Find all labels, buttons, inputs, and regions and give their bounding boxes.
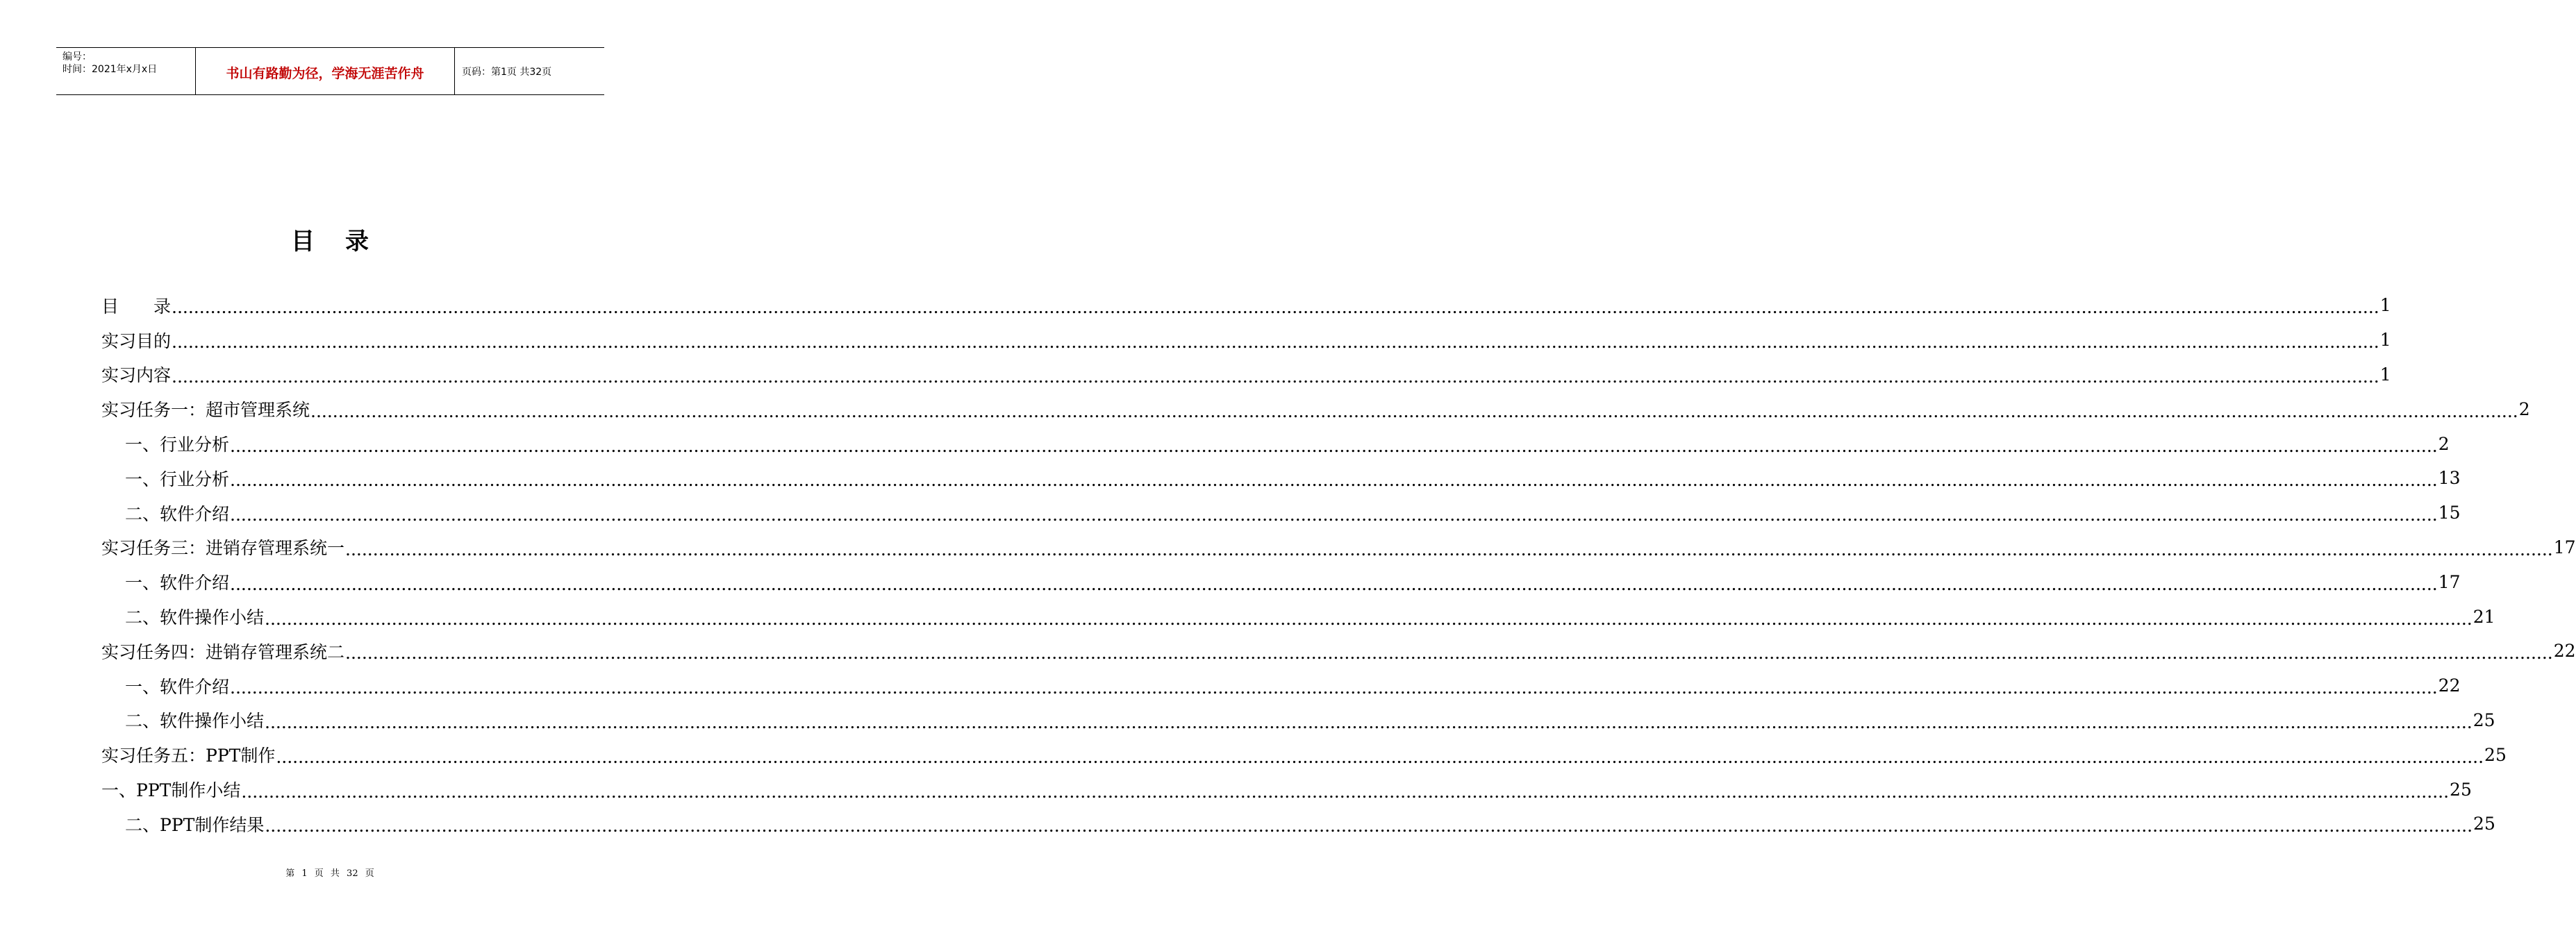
toc-entry-page: 2 xyxy=(2518,398,2530,419)
table-of-contents xyxy=(101,288,2576,841)
toc-leader-dots: ................................................................................................................................................................................................................................................................................................................................................................................................................ xyxy=(230,573,2438,594)
toc-leader-dots: ................................................................................................................................................................................................................................................................................................................................................................................................................ xyxy=(276,746,2484,767)
toc-entry-page: 15 xyxy=(2438,503,2461,523)
toc-entry-label: 二、PPT制作结果 xyxy=(125,814,265,835)
toc-entry-page: 25 xyxy=(2450,779,2472,800)
toc-entry-page: 1 xyxy=(2379,330,2391,351)
toc-entry[interactable] xyxy=(101,392,2530,426)
toc-entry[interactable] xyxy=(101,599,2495,634)
toc-entry-label: 一、行业分析 xyxy=(125,469,230,489)
toc-entry-label: 一、软件介绍 xyxy=(125,573,230,594)
toc-leader-dots: ................................................................................................................................................................................................................................................................................................................................................................................................................ xyxy=(230,435,2438,456)
toc-entry[interactable] xyxy=(101,703,2495,738)
toc-entry[interactable] xyxy=(101,669,2461,703)
toc-leader-dots: ................................................................................................................................................................................................................................................................................................................................................................................................................ xyxy=(345,539,2553,560)
toc-entry[interactable] xyxy=(101,426,2450,461)
toc-entry-page: 17 xyxy=(2553,537,2576,557)
toc-entry[interactable] xyxy=(101,358,2391,392)
toc-entry[interactable] xyxy=(101,461,2461,496)
toc-leader-dots: ................................................................................................................................................................................................................................................................................................................................................................................................................ xyxy=(172,297,2379,318)
toc-leader-dots: ................................................................................................................................................................................................................................................................................................................................................................................................................ xyxy=(230,678,2438,698)
toc-entry-label: 实习任务五：PPT制作 xyxy=(101,746,276,766)
toc-entry[interactable] xyxy=(101,564,2461,599)
header-meta-cell xyxy=(56,48,195,94)
motto: 书山有路勤为径，学海无涯苦作舟 xyxy=(226,66,424,81)
toc-entry[interactable] xyxy=(101,737,2507,772)
toc-entry-label: 二、软件操作小结 xyxy=(125,607,265,628)
toc-entry-label: 目 录 xyxy=(101,296,172,317)
toc-entry-label: 实习任务三：进销存管理系统一 xyxy=(101,538,345,559)
toc-entry-label: 实习任务一：超市管理系统 xyxy=(101,400,310,421)
page-title: 目录 xyxy=(291,228,399,255)
header-page-cell xyxy=(455,48,604,94)
toc-leader-dots: ................................................................................................................................................................................................................................................................................................................................................................................................................ xyxy=(265,712,2473,732)
toc-entry[interactable] xyxy=(101,496,2461,530)
toc-leader-dots: ................................................................................................................................................................................................................................................................................................................................................................................................................ xyxy=(230,470,2438,491)
toc-entry-page: 13 xyxy=(2438,468,2461,489)
toc-leader-dots: ................................................................................................................................................................................................................................................................................................................................................................................................................ xyxy=(310,401,2518,421)
toc-entry-label: 实习任务四：进销存管理系统二 xyxy=(101,641,345,662)
toc-entry-label: 实习内容 xyxy=(101,365,172,386)
toc-entry-label: 实习目的 xyxy=(101,330,172,351)
page-header xyxy=(56,47,604,95)
serial-label: 编号： xyxy=(63,51,92,62)
toc-entry-label: 二、软件介绍 xyxy=(125,503,230,524)
toc-entry-page: 22 xyxy=(2438,675,2461,696)
page-info: 页码：第1页 共32页 xyxy=(462,67,552,78)
toc-entry-page: 25 xyxy=(2484,744,2507,765)
toc-entry-page: 2 xyxy=(2438,433,2450,454)
toc-entry-page: 17 xyxy=(2438,571,2461,592)
toc-entry-label: 一、软件介绍 xyxy=(125,676,230,697)
page-footer: 第 1 页 共 32 页 xyxy=(285,868,374,879)
toc-entry-label: 一、行业分析 xyxy=(125,435,230,455)
toc-entry[interactable] xyxy=(101,772,2472,807)
toc-entry[interactable] xyxy=(101,807,2495,841)
toc-entry-label: 一、PPT制作小结 xyxy=(101,780,241,801)
toc-entry-page: 1 xyxy=(2379,364,2391,385)
toc-leader-dots: ................................................................................................................................................................................................................................................................................................................................................................................................................ xyxy=(345,643,2553,664)
toc-entry[interactable] xyxy=(101,634,2576,669)
toc-leader-dots: ................................................................................................................................................................................................................................................................................................................................................................................................................ xyxy=(172,366,2379,387)
time-label: 时间：2021年x月x日 xyxy=(63,64,158,75)
toc-entry-page: 25 xyxy=(2473,709,2495,730)
toc-entry-label: 二、软件操作小结 xyxy=(125,711,265,732)
toc-entry-page: 21 xyxy=(2473,606,2495,627)
toc-leader-dots: ................................................................................................................................................................................................................................................................................................................................................................................................................ xyxy=(265,816,2473,837)
toc-entry-page: 25 xyxy=(2473,814,2495,834)
toc-entry[interactable] xyxy=(101,288,2391,323)
toc-leader-dots: ................................................................................................................................................................................................................................................................................................................................................................................................................ xyxy=(241,781,2450,802)
toc-entry-page: 1 xyxy=(2379,295,2391,316)
toc-leader-dots: ................................................................................................................................................................................................................................................................................................................................................................................................................ xyxy=(265,608,2473,629)
toc-entry[interactable] xyxy=(101,530,2576,565)
toc-entry[interactable] xyxy=(101,323,2391,358)
toc-entry-page: 22 xyxy=(2553,641,2576,662)
header-motto-cell xyxy=(195,48,455,94)
toc-leader-dots: ................................................................................................................................................................................................................................................................................................................................................................................................................ xyxy=(172,332,2379,353)
toc-leader-dots: ................................................................................................................................................................................................................................................................................................................................................................................................................ xyxy=(230,505,2438,526)
